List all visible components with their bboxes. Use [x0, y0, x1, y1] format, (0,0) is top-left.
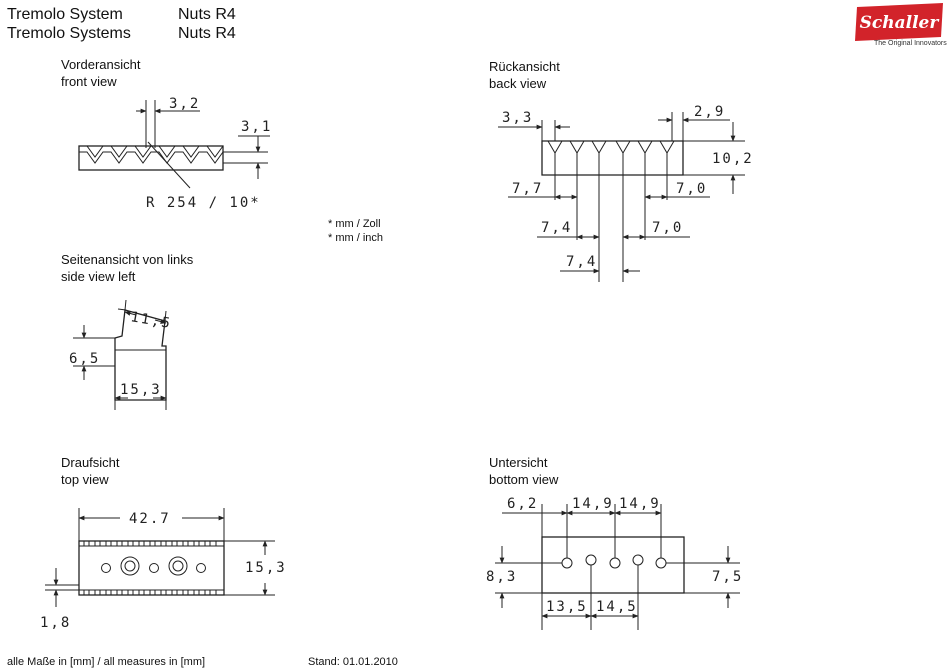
subtitle-line-1: Nuts R4	[178, 6, 236, 23]
back-view-drawing	[498, 112, 745, 282]
dim-top-height: 15,3	[245, 560, 287, 576]
dim-bottom-right-height: 7,5	[712, 569, 744, 585]
dim-back-b: 7,0	[676, 181, 708, 197]
dim-back-d: 7,0	[652, 220, 684, 236]
back-view-body	[542, 141, 683, 175]
dim-bottom-e: 14,5	[596, 599, 638, 615]
front-view-title-en: front view	[61, 74, 117, 89]
dim-front-width: 3,2	[169, 96, 201, 112]
title-line-1: Tremolo System	[7, 6, 123, 23]
bottom-view-body	[542, 537, 684, 593]
back-view-title-en: back view	[489, 76, 547, 91]
front-view-title-de: Vorderansicht	[61, 57, 141, 72]
dim-top-thickness: 1,8	[40, 615, 72, 631]
unit-note-de: * mm / Zoll	[328, 218, 381, 230]
svg-text:Schaller: Schaller	[859, 13, 939, 33]
footer-date: Stand: 01.01.2010	[308, 656, 398, 668]
bottom-view-title-en: bottom view	[489, 472, 559, 487]
dim-side-height: 6,5	[69, 351, 101, 367]
side-view-title-en: side view left	[61, 269, 136, 284]
front-view-drawing	[79, 100, 273, 188]
top-view-body	[79, 541, 224, 595]
side-view-title-de: Seitenansicht von links	[61, 252, 194, 267]
radius-leader	[148, 142, 190, 188]
dim-front-radius: R 254 / 10*	[146, 195, 261, 211]
dim-back-c: 7,4	[541, 220, 573, 236]
top-view-title-en: top view	[61, 472, 109, 487]
subtitle-line-2: Nuts R4	[178, 25, 236, 42]
footer-measures: alle Maße in [mm] / all measures in [mm]	[7, 656, 206, 668]
unit-note-en: * mm / inch	[328, 232, 384, 244]
dim-top-length: 42.7	[129, 511, 171, 527]
dim-bottom-left-height: 8,3	[486, 569, 518, 585]
dim-back-e: 7,4	[566, 254, 598, 270]
back-view-title-de: Rückansicht	[489, 59, 560, 74]
top-view-title-de: Draufsicht	[61, 455, 120, 470]
dim-back-left: 3,3	[502, 110, 534, 126]
dim-bottom-d: 13,5	[546, 599, 588, 615]
dim-bottom-b: 14,9	[572, 496, 614, 512]
brand-tagline: The Original Innovators	[874, 40, 947, 47]
dim-side-top: 11,5	[129, 309, 174, 333]
dim-side-width: 15,3	[120, 382, 162, 398]
dim-bottom-a: 6,2	[507, 496, 539, 512]
front-view-teeth	[79, 152, 223, 163]
dim-front-height: 3,1	[241, 119, 273, 135]
dim-back-right: 2,9	[694, 104, 726, 120]
dim-back-a: 7,7	[512, 181, 544, 197]
dim-bottom-c: 14,9	[619, 496, 661, 512]
title-line-2: Tremolo Systems	[7, 25, 131, 42]
bottom-view-title-de: Untersicht	[489, 455, 548, 470]
dim-back-height: 10,2	[712, 151, 754, 167]
